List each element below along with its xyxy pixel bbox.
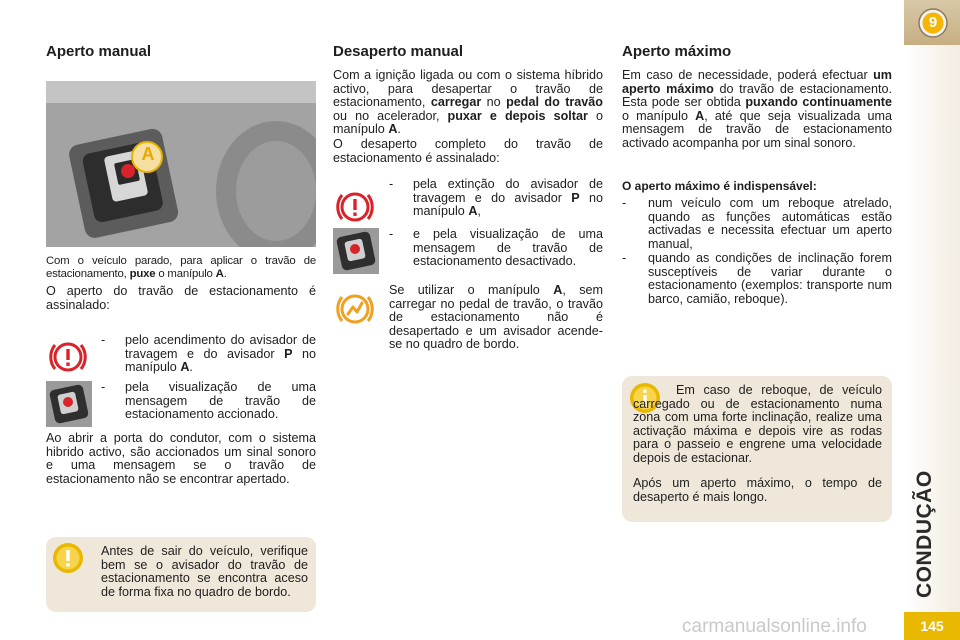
paragraph-aperto-signal: O aperto do travão de estacionamento é assinalado: [46, 284, 316, 312]
list-item-aperto-2: - pela visualização de uma mensagem de travão de estacionamento accionado. [101, 380, 316, 422]
list-item-desaperto-1: - pela extinção do avisador de travagem e do avisador P no manípulo A, [389, 177, 603, 219]
section-heading-aperto-maximo: Aperto máximo [622, 43, 732, 60]
paragraph-desaperto-intro: Com a ignição ligada ou com o sistema híbrido activo, para desapertar o travão de estacionamento, carregar no pedal do travão ou no acelerador, puxar e depois soltar o manípulo A. [333, 68, 603, 137]
callout-warning-text: Antes de sair do veículo, verifique bem se o avisador do travão de estacionamento se encontra aceso de forma fixa no quadro de bordo. [101, 544, 308, 599]
handbrake-illustration [46, 81, 316, 247]
chapter-label: CONDUÇÃO [913, 470, 936, 598]
paragraph-desaperto-warning: Se utilizar o manípulo A, sem carregar no pedal de travão, o travão de estacionamento não é desapertado e um avisador acende-se no quadro de bordo. [389, 283, 603, 352]
photo-marker-a: A [141, 144, 155, 164]
list-item-maximo-2: - quando as condições de inclinação forem susceptíveis de variar durante o estacionamento (exemplos: transporte num barco, camião, reboque). [622, 251, 892, 306]
callout-info-text-1: Em caso de reboque, de veículo carregado ou de estacionamento numa zona com uma forte inclinação, realize uma activação máxima e depois vire as rodas para o passeio e engrene uma velocidade depois de estacionar. [633, 383, 882, 465]
watermark: carmanualsonline.info [682, 616, 867, 637]
list-item-maximo-1: - num veículo com um reboque atrelado, quando as funções automáticas estão activadas e necessita efectuar um aperto manual, [622, 196, 892, 251]
handbrake-photo [46, 81, 316, 247]
section-heading-desaperto-manual: Desaperto manual [333, 43, 464, 60]
brake-warning-icon [46, 335, 90, 384]
brake-warning-icon [333, 185, 377, 234]
parking-switch-icon [46, 381, 92, 432]
parking-switch-icon [333, 228, 379, 279]
callout-info-text-2: Após um aperto máximo, o tempo de desaperto é mais longo. [633, 476, 882, 504]
page-number: 145 [904, 612, 960, 640]
list-item-aperto-1: - pelo acendimento do avisador de travagem e do avisador P no manípulo A. [101, 333, 317, 375]
list-item-desaperto-2: - e pela visualização de uma mensagem de travão de estacionamento desactivado. [389, 227, 603, 269]
warning-exclamation-icon [51, 541, 85, 580]
paragraph-maximo-intro: Em caso de necessidade, poderá efectuar um aperto máximo do travão de estacionamento. Esta pode ser obtida puxando continuamente o manípulo A, até que seja visualizada uma mensagem de travão de estacionamento activado acompanha por um sinal sonoro. [622, 68, 892, 150]
paragraph-desaperto-signal: O desaperto completo do travão de estacionamento é assinalado: [333, 137, 603, 165]
subheading-maximo: O aperto máximo é indispensável: [622, 179, 817, 193]
chapter-number: 9 [928, 14, 938, 31]
paragraph-door-warning: Ao abrir a porta do condutor, com o sistema hibrido activo, são accionados um sinal sonoro e uma mensagem se o travão de estacionamento não se encontrar apertado. [46, 431, 316, 486]
brake-fault-icon [333, 287, 377, 336]
section-heading-aperto-manual: Aperto manual [46, 43, 152, 60]
paragraph-aperto-intro: Com o veículo parado, para aplicar o travão de estacionamento, puxe o manípulo A. [46, 255, 316, 280]
